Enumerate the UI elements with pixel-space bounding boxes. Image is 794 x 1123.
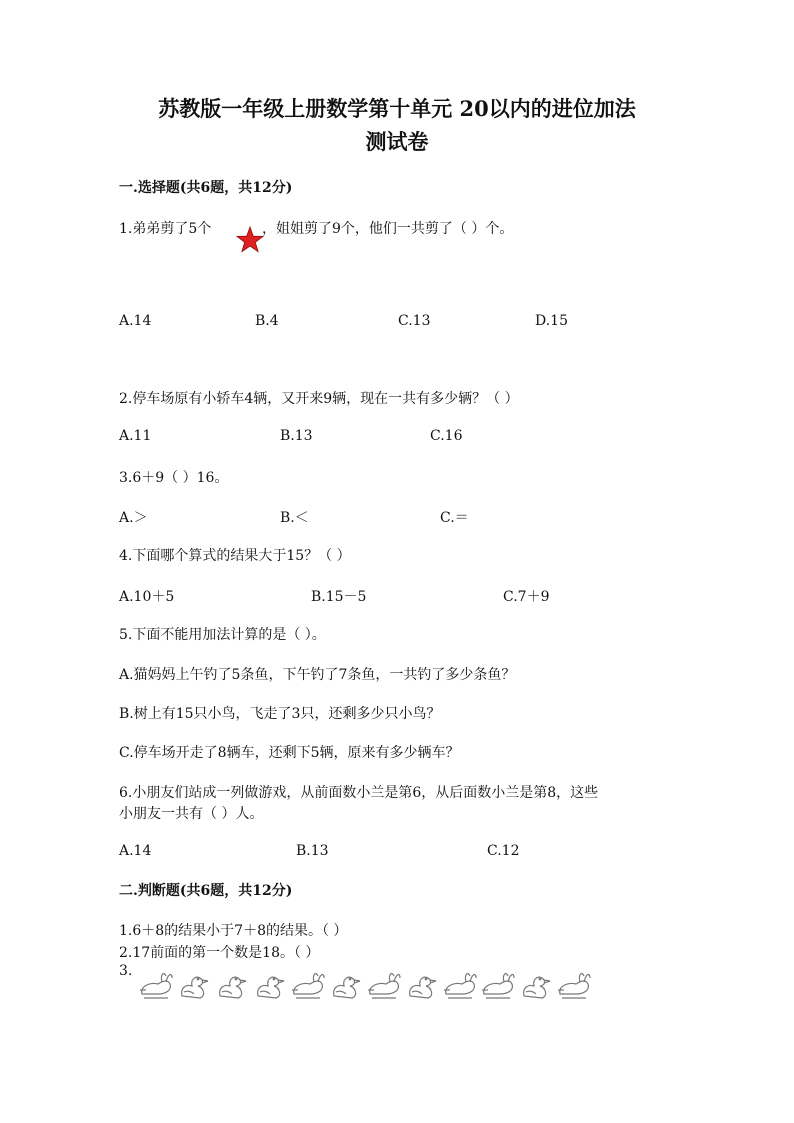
question-2-text: 2.停车场原有小轿车4辆，又开来9辆，现在一共有多少辆？（ ） <box>119 391 519 407</box>
q5-option-c: C.停车场开走了8辆车，还剩下5辆，原来有多少辆车？ <box>119 745 460 761</box>
q1-option-d: D.15 <box>535 313 568 329</box>
judgement-item-2: 2.17前面的第一个数是18。（ ） <box>119 945 320 961</box>
rabbits-and-ducks-row-icon <box>138 968 594 1002</box>
q5-option-a: A.猫妈妈上午钓了5条鱼，下午钓了7条鱼，一共钓了多少条鱼？ <box>119 667 516 683</box>
q3-option-b: B.＜ <box>280 510 309 526</box>
red-star-icon <box>236 226 264 254</box>
q5-option-b: B.树上有15只小鸟，飞走了3只，还剩多少只小鸟？ <box>119 706 441 722</box>
page-title: 苏教版一年级上册数学第十单元 20以内的进位加法 <box>158 96 636 121</box>
page-title-line2: 测试卷 <box>365 129 429 154</box>
q6-option-a: A.14 <box>119 843 152 859</box>
q2-option-b: B.13 <box>280 428 313 444</box>
q6-option-c: C.12 <box>487 843 520 859</box>
q3-option-c: C.＝ <box>440 510 469 526</box>
section-heading-choice: 一.选择题(共6题，共12分) <box>119 180 293 196</box>
question-1-text-a: 1.弟弟剪了5个 <box>119 221 212 237</box>
q1-option-b: B.4 <box>255 313 279 329</box>
q2-option-c: C.16 <box>430 428 463 444</box>
question-6-text-line2: 小朋友一共有（ ）人。 <box>119 806 264 822</box>
judgement-item-1: 1.6＋8的结果小于7＋8的结果。（ ） <box>119 923 348 939</box>
q1-option-c: C.13 <box>398 313 431 329</box>
q1-option-a: A.14 <box>119 313 152 329</box>
judgement-item-3: 3. <box>119 963 133 979</box>
question-5-text: 5.下面不能用加法计算的是（ ）。 <box>119 627 326 643</box>
q2-option-a: A.11 <box>119 428 152 444</box>
section-heading-judgement: 二.判断题(共6题，共12分) <box>119 883 293 899</box>
question-4-text: 4.下面哪个算式的结果大于15？（ ） <box>119 548 351 564</box>
q4-option-b: B.15－5 <box>311 589 367 605</box>
question-1-text-b: ，姐姐剪了9个，他们一共剪了（ ）个。 <box>262 221 514 237</box>
q4-option-a: A.10＋5 <box>119 589 175 605</box>
question-3-text: 3.6＋9（ ）16。 <box>119 470 229 486</box>
q4-option-c: C.7＋9 <box>503 589 550 605</box>
q3-option-a: A.＞ <box>119 510 148 526</box>
question-6-text-line1: 6.小朋友们站成一列做游戏，从前面数小兰是第6，从后面数小兰是第8，这些 <box>119 785 599 801</box>
q6-option-b: B.13 <box>296 843 329 859</box>
